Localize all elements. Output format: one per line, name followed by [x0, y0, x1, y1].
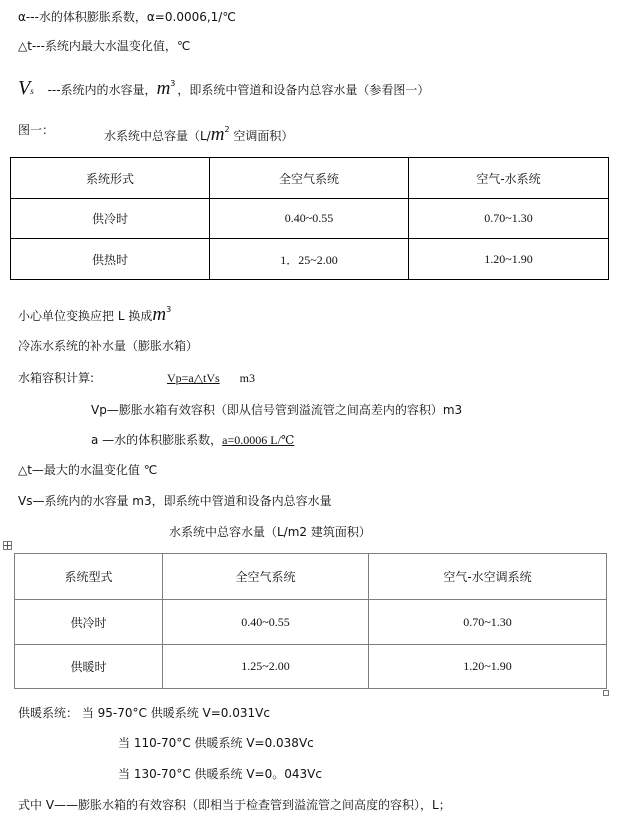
a-definition-value: a=0.0006 L/℃ [222, 433, 295, 447]
vs-tail: ，即系统中管道和设备内总容水量（参看图一） [177, 83, 430, 97]
delta-t-definition: △t---系统内最大水温变化值，℃ [18, 39, 191, 53]
heating-line-1: 供暖系统： 当 95-70°C 供暖系统 V=0.031Vc [18, 706, 270, 720]
section2-title: 冷冻水系统的补水量（膨胀水箱） [18, 339, 199, 353]
table1-header-row [11, 158, 609, 199]
vs-subscript: s [30, 86, 34, 96]
unit-note [18, 302, 171, 324]
unit-note-unit: m [152, 304, 167, 325]
figure1-label: 图一： [18, 123, 55, 137]
figure1-caption-unit: m [210, 124, 225, 145]
table2-cell: 1.25~2.00 [163, 645, 369, 689]
table2-cell: 0.40~0.55 [163, 600, 369, 645]
table2-header-cell: 全空气系统 [163, 554, 369, 600]
formula-unit: m3 [239, 371, 256, 385]
vs-text: ---系统内的水容量， [47, 83, 157, 97]
table1-cell: 1.20~1.90 [409, 239, 609, 280]
formula-expression: Vp=a△tVs [167, 371, 220, 385]
water-volume-table-1 [10, 157, 609, 280]
vs-symbol: V [18, 77, 31, 99]
a-definition [91, 432, 294, 448]
figure1-caption-post: 空调面积） [229, 129, 294, 143]
heating-line-4: 式中 V——膨胀水箱的有效容积（即相当于检查管到溢流管之间高度的容积），L； [18, 798, 451, 812]
table1-header-cell: 空气-水系统 [409, 158, 609, 199]
vp-definition: Vp—膨胀水箱有效容积（即从信号管到溢流管之间高差内的容积）m3 [91, 403, 463, 417]
table2-row [15, 600, 607, 645]
table1-header-cell: 系统形式 [11, 158, 210, 199]
vs-unit-exp: 3 [170, 79, 176, 88]
formula [167, 370, 255, 386]
table2-header-cell: 空气-水空调系统 [369, 554, 607, 600]
table1-row [11, 199, 609, 239]
alpha-definition: α---水的体积膨胀系数，α=0.0006,1/℃ [18, 10, 236, 24]
table1-cell: 0.40~0.55 [210, 199, 409, 239]
table-resize-handle-icon[interactable] [603, 690, 609, 696]
table2-header-cell: 系统型式 [15, 554, 163, 600]
table2-cell: 供冷时 [15, 600, 163, 645]
table2-cell: 1.20~1.90 [369, 645, 607, 689]
table1-cell: 0.70~1.30 [409, 199, 609, 239]
table1-cell: 供冷时 [11, 199, 210, 239]
figure1-caption-exp: 2 [224, 125, 230, 134]
table2-row [15, 645, 607, 689]
table1-cell: 1．25~2.00 [210, 239, 409, 280]
water-volume-table-2 [14, 553, 607, 689]
table2-caption: 水系统中总容水量（L/m2 建筑面积） [169, 525, 371, 539]
heating-line-3: 当 130-70°C 供暖系统 V=0。043Vc [118, 767, 322, 781]
table1-row [11, 239, 609, 280]
figure1-caption [104, 122, 293, 144]
dt-definition: △t—最大的水温变化值 ℃ [18, 463, 158, 477]
a-definition-text: a —水的体积膨胀系数， [91, 433, 223, 447]
table1-cell: 供热时 [11, 239, 210, 280]
unit-note-exp: 3 [166, 305, 172, 314]
table1-header-cell: 全空气系统 [210, 158, 409, 199]
table2-cell: 供暖时 [15, 645, 163, 689]
vs-definition-2: Vs—系统内的水容量 m3，即系统中管道和设备内总容水量 [18, 494, 332, 508]
table2-cell: 0.70~1.30 [369, 600, 607, 645]
unit-note-text: 小心单位变换应把 L 换成 [18, 309, 153, 323]
table2-header-row [15, 554, 607, 600]
calc-label: 水箱容积计算: [18, 371, 95, 385]
vs-definition [18, 76, 429, 99]
table-move-handle-icon[interactable] [3, 541, 12, 550]
vs-unit: m [156, 78, 171, 99]
heating-line-2: 当 110-70°C 供暖系统 V=0.038Vc [118, 736, 314, 750]
figure1-caption-pre: 水系统中总容量（L/ [104, 129, 211, 143]
